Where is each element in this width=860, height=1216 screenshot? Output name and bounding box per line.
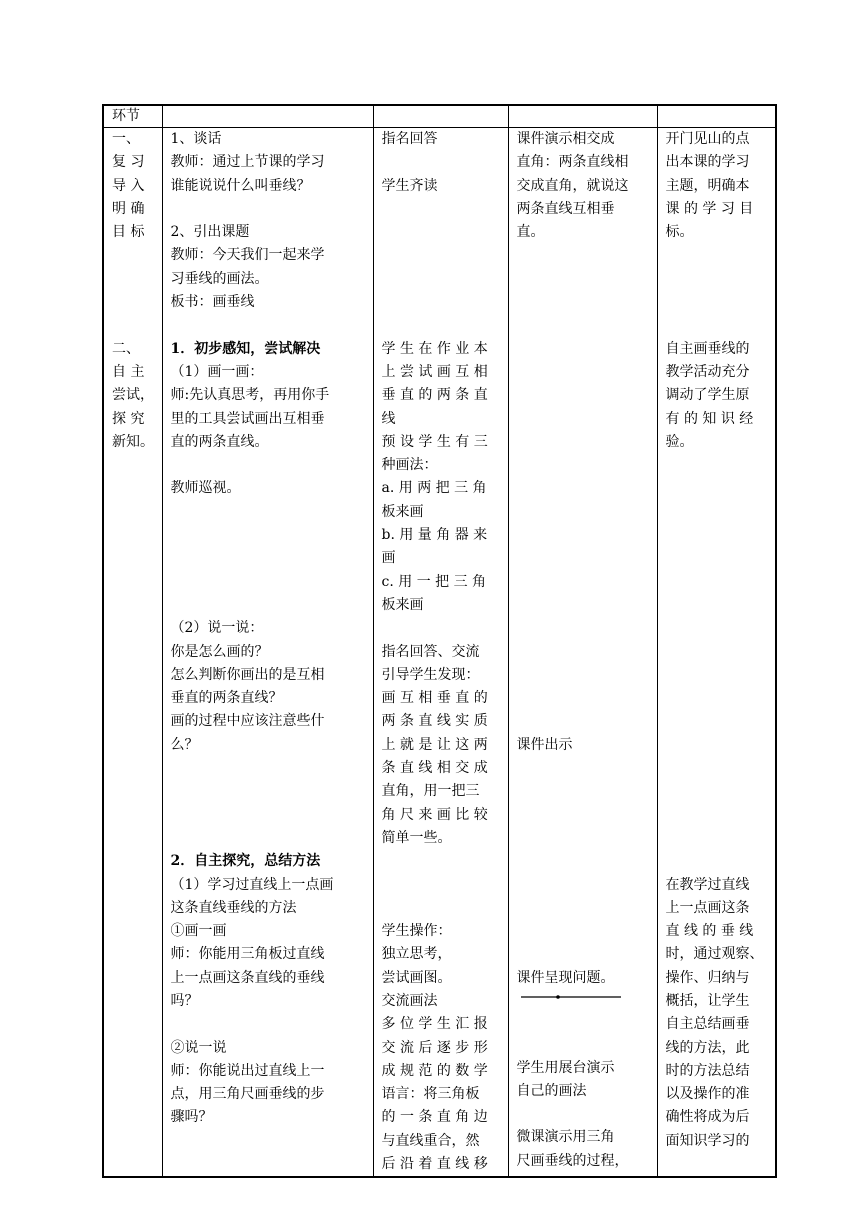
stage1-student-line: 学生齐读 — [381, 177, 438, 194]
stage2-student-line: 与直线重合，然 — [381, 1132, 480, 1149]
stage2-student-line: 后 沿 着 直 线 移 — [381, 1156, 488, 1173]
stage2-purpose-line: 时的方法总结 — [665, 1062, 750, 1079]
stage2-label-line: 尝试， — [112, 387, 154, 404]
stage2-media-line: 自己的画法 — [516, 1082, 587, 1099]
stage1-label-line: 一、 — [112, 131, 140, 147]
stage2-student-line: 板来画 — [381, 503, 424, 520]
stage2-student-line: 简单一些。 — [381, 829, 452, 846]
lesson-plan-table — [102, 104, 777, 1178]
stage2-purpose-line: 面知识学习的 — [665, 1132, 750, 1149]
stage1-label-line: 复 习 — [112, 154, 145, 171]
stage-column — [103, 128, 162, 1178]
stage2-student-line: 垂 直 的 两 条 直 — [381, 387, 488, 404]
stage1-purpose-line: 课 的 学 习 目 — [665, 200, 754, 217]
stage2-media-question: 课件呈现问题。 — [516, 969, 615, 986]
stage2-part3-title: 2．自主探究，总结方法 — [170, 853, 321, 870]
stage1-teacher-line: 2、引出课题 — [170, 224, 250, 241]
stage2-purpose-line: 以及操作的准 — [665, 1086, 750, 1103]
stage2-teacher-line: 教师巡视。 — [170, 480, 241, 497]
stage2-student-line: 两 条 直 线 实 质 — [381, 713, 488, 730]
stage2-student-line: 多 位 学 生 汇 报 — [381, 1016, 488, 1033]
stage2-teacher-line: 怎么判断你画出的是互相 — [170, 666, 325, 683]
stage2-teacher-line: 师：你能用三角板过直线 — [170, 946, 325, 963]
stage2-label-line: 新知。 — [112, 433, 154, 450]
stage2-student-line: 画 — [381, 550, 396, 567]
stage1-teacher-line: 板书：画垂线 — [170, 294, 255, 311]
line-with-point-figure — [521, 992, 625, 1002]
stage2-purpose-line: 调动了学生原 — [665, 387, 750, 404]
stage2-student-line: b. 用 量 角 器 来 — [381, 527, 488, 544]
stage2-purpose-line: 操作、归纳与 — [665, 969, 750, 986]
stage2-purpose-line: 概括，让学生 — [665, 992, 750, 1009]
header-cell-3 — [373, 105, 508, 128]
stage2-student-line: c. 用 一 把 三 角 — [381, 573, 487, 590]
stage2-purpose-line: 自主总结画垂 — [665, 1016, 750, 1033]
stage2-teacher-line: 这条直线垂线的方法 — [170, 899, 297, 916]
stage1-teacher-line: 1、谈话 — [170, 131, 222, 147]
stage2-teacher-line: ①画一画 — [170, 923, 227, 940]
stage2-student-line: 板来画 — [381, 596, 424, 613]
stage2-teacher-line: （2）说一说： — [170, 620, 264, 637]
stage1-student-line: 指名回答 — [381, 131, 438, 147]
stage2-purpose-line: 确性将成为后 — [665, 1109, 750, 1126]
stage2-student-line: 指名回答、交流 — [381, 643, 480, 660]
stage2-student-line: 画 互 相 垂 直 的 — [381, 690, 488, 707]
stage2-label-line: 二、 — [112, 340, 140, 357]
stage2-teacher-line: （1）学习过直线上一点画 — [170, 876, 334, 893]
stage2-teacher-line — [171, 1013, 370, 1036]
stage2-label-line: 自 主 — [112, 363, 145, 380]
stage1-purpose-line: 开门见山的点 — [665, 131, 750, 147]
stage1-teacher-line: 教师：今天我们一起来学 — [170, 247, 325, 264]
media-column — [508, 128, 657, 1178]
stage2-student-line: 的 一 条 直 角 边 — [381, 1109, 488, 1126]
stage1-student-line — [382, 151, 505, 174]
body-row — [103, 128, 776, 1178]
stage1-media-line: 交成直角，就说这 — [516, 177, 629, 194]
purpose-column — [657, 128, 776, 1178]
stage1-label-line: 目 标 — [112, 224, 145, 241]
stage1-teacher-line — [171, 198, 370, 221]
stage2-label-line: 探 究 — [112, 410, 145, 427]
stage2-media-line: 微课演示用三角 — [516, 1129, 615, 1146]
point-on-line — [556, 995, 560, 999]
stage1-media-line: 直。 — [516, 224, 545, 241]
stage2-teacher-line: 垂直的两条直线？ — [170, 690, 283, 707]
stage2-student-line: 条 直 线 相 交 成 — [381, 760, 488, 777]
stage2-teacher-line: 里的工具尝试画出互相垂 — [170, 410, 325, 427]
header-cell-stage: 环节 — [103, 105, 162, 128]
stage2-student-line: a. 用 两 把 三 角 — [381, 480, 487, 497]
stage2-media-line: 学生用展台演示 — [516, 1059, 615, 1076]
stage1-label-line: 导 入 — [112, 177, 145, 194]
header-row — [103, 105, 776, 128]
header-cell-4 — [508, 105, 657, 128]
stage2-purpose-line: 教学活动充分 — [665, 363, 750, 380]
stage2-purpose-line: 线的方法，此 — [665, 1039, 750, 1056]
stage2-purpose-line: 直 线 的 垂 线 — [665, 923, 754, 940]
stage2-purpose-line: 验。 — [665, 433, 694, 450]
stage1-media-line: 直角：两条直线相 — [516, 154, 629, 171]
stage2-teacher-line: 师:先认真思考，再用你手 — [170, 387, 330, 404]
stage2-purpose-line: 上一点画这条 — [665, 899, 750, 916]
stage2-teacher-line — [171, 454, 370, 477]
stage2-student-line: 线 — [381, 410, 396, 427]
header-cell-2 — [162, 105, 373, 128]
header-cell-5 — [657, 105, 776, 128]
stage2-teacher-line: ②说一说 — [170, 1039, 227, 1056]
stage1-teacher-line: 习垂线的画法。 — [170, 270, 269, 287]
stage2-media-courseware: 课件出示 — [516, 736, 573, 753]
stage2-student-line: 种画法： — [381, 457, 438, 474]
stage2-teacher-line: 上一点画这条直线的垂线 — [170, 969, 325, 986]
stage2-student-line: 直角，用一把三 — [381, 783, 480, 800]
stage2-student-line: 预 设 学 生 有 三 — [381, 433, 488, 450]
stage1-media-line: 两条直线互相垂 — [516, 200, 615, 217]
stage1-teacher-line: 教师：通过上节课的学习 — [170, 154, 325, 171]
stage2-student-line: 交流画法 — [381, 992, 438, 1009]
stage2-student-line: 成 规 范 的 数 学 — [381, 1062, 488, 1079]
stage2-purpose-line: 自主画垂线的 — [665, 340, 750, 357]
stage2-teacher-line: 么？ — [170, 736, 199, 753]
line-point-diagram — [517, 990, 654, 1010]
stage2-teacher-line: 点，用三角尺画垂线的步 — [170, 1086, 325, 1103]
stage2-purpose-line: 有 的 知 识 经 — [665, 410, 754, 427]
stage2-student-line: 引导学生发现： — [381, 666, 480, 683]
stage1-purpose-line: 主题，明确本 — [665, 177, 750, 194]
stage2-part1-title: 1．初步感知，尝试解决 — [170, 340, 321, 357]
stage1-purpose-line: 出本课的学习 — [665, 154, 750, 171]
stage2-student-line: 独立思考， — [381, 946, 452, 963]
stage2-teacher-line: 师：你能说出过直线上一 — [170, 1062, 325, 1079]
stage1-label-line: 明 确 — [112, 200, 145, 217]
stage2-teacher-line: 你是怎么画的？ — [170, 643, 269, 660]
stage1-teacher-line: 谁能说说什么叫垂线？ — [170, 177, 311, 194]
stage2-student-line: 角 尺 来 画 比 较 — [381, 806, 488, 823]
stage2-student-line: 交 流 后 逐 步 形 — [381, 1039, 488, 1056]
stage2-student-line: 上 尝 试 画 互 相 — [381, 363, 488, 380]
stage2-teacher-line: 吗？ — [170, 992, 199, 1009]
teacher-column — [162, 128, 373, 1178]
student-column — [373, 128, 508, 1178]
stage2-student-line: 上 就 是 让 这 两 — [381, 736, 488, 753]
stage2-teacher-line: 骤吗？ — [170, 1109, 213, 1126]
stage2-teacher-line: 直的两条直线。 — [170, 433, 269, 450]
stage2-student-line: 语言：将三角板 — [381, 1086, 480, 1103]
stage2-teacher-line: 画的过程中应该注意些什 — [170, 713, 325, 730]
stage2-purpose-line: 在教学过直线 — [665, 876, 750, 893]
stage2-teacher-line: （1）画一画： — [170, 363, 264, 380]
stage2-student-line: 学 生 在 作 业 本 — [381, 340, 488, 357]
stage1-purpose-line: 标。 — [665, 224, 694, 241]
stage1-media-line: 课件演示相交成 — [516, 131, 615, 147]
stage2-student-line: 尝试画图。 — [381, 969, 452, 986]
stage2-student-line: 学生操作： — [381, 923, 452, 940]
stage2-media-line: 尺画垂线的过程， — [516, 1152, 629, 1169]
stage2-purpose-line: 时，通过观察、 — [665, 946, 764, 963]
